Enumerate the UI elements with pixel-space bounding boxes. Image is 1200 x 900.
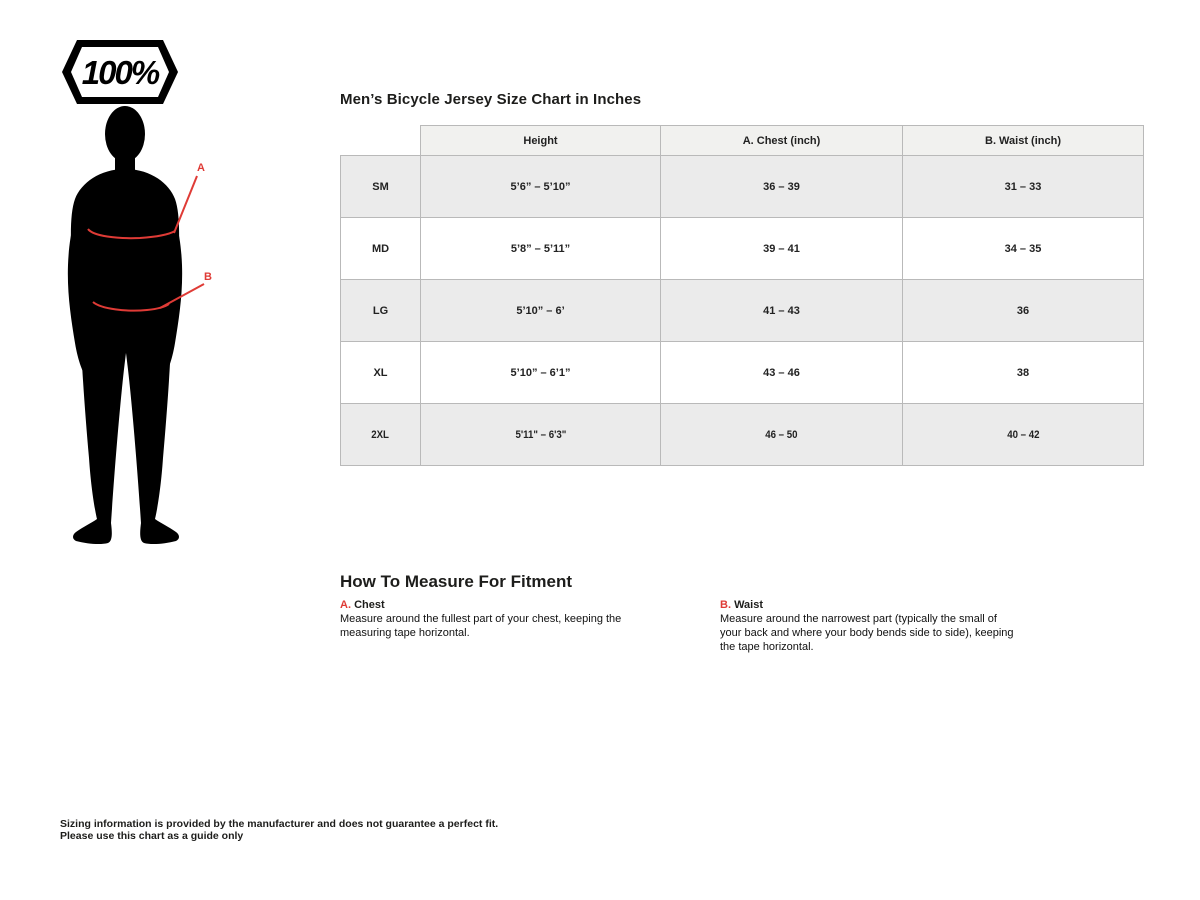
cell-waist: 38: [903, 342, 1144, 404]
measure-label-b: B: [204, 271, 212, 283]
cell-height: 5’10” – 6’1”: [421, 342, 661, 404]
cell-waist: 36: [903, 280, 1144, 342]
cell-size: XL: [341, 342, 421, 404]
cell-chest: 39 – 41: [661, 218, 903, 280]
col-header-chest: A. Chest (inch): [661, 126, 903, 156]
cell-height: 5'11" – 6'3": [421, 404, 661, 466]
header-row: [341, 126, 1144, 156]
cell-waist: 34 – 35: [903, 218, 1144, 280]
cell-size: MD: [341, 218, 421, 280]
cell-chest: 36 – 39: [661, 156, 903, 218]
brand-logo: [60, 38, 180, 106]
cell-waist: 31 – 33: [903, 156, 1144, 218]
cell-waist: 40 – 42: [903, 404, 1144, 466]
measure-item-label: [340, 598, 638, 612]
cell-height: 5’6” – 5’10”: [421, 156, 661, 218]
cell-size: LG: [341, 280, 421, 342]
disclaimer: [60, 818, 498, 842]
cell-chest: 43 – 46: [661, 342, 903, 404]
cell-chest: 41 – 43: [661, 280, 903, 342]
table-row-md: [341, 218, 1144, 280]
measure-item-letter: B.: [720, 599, 731, 611]
measure-label-a: A: [197, 162, 205, 174]
disclaimer-line-2: Please use this chart as a guide only: [60, 830, 244, 842]
page-title: Men’s Bicycle Jersey Size Chart in Inches: [340, 91, 642, 108]
measure-item-name: Chest: [354, 599, 385, 611]
col-header-waist: B. Waist (inch): [903, 126, 1144, 156]
cell-size: SM: [341, 156, 421, 218]
measure-item-label: [720, 598, 1018, 612]
table-row-lg: [341, 280, 1144, 342]
cell-chest: 46 – 50: [661, 404, 903, 466]
table-row-2xl: [341, 404, 1144, 466]
col-header-blank: [341, 126, 421, 156]
male-silhouette: [68, 106, 182, 544]
cell-size: 2XL: [341, 404, 421, 466]
logo-text: 100%: [81, 54, 159, 91]
table-row-xl: [341, 342, 1144, 404]
cell-height: 5’8” – 5’11”: [421, 218, 661, 280]
measure-item-letter: A.: [340, 599, 351, 611]
body-measurement-diagram: [55, 103, 225, 553]
measure-item-name: Waist: [734, 599, 763, 611]
cell-height: 5’10” – 6’: [421, 280, 661, 342]
measure-item-chest: [340, 598, 638, 640]
measure-item-text: Measure around the narrowest part (typically the small of your back and where your body bends side to side), keeping the tape horizontal.: [720, 613, 1014, 653]
size-chart-table-wrap: [340, 125, 1144, 466]
measure-item-text: Measure around the fullest part of your chest, keeping the measuring tape horizontal.: [340, 613, 622, 639]
col-header-height: Height: [421, 126, 661, 156]
size-chart-table: [340, 125, 1144, 466]
table-row-sm: [341, 156, 1144, 218]
disclaimer-line-1: Sizing information is provided by the manufacturer and does not guarantee a perfect fit.: [60, 818, 499, 830]
chest-pointer-line: [174, 176, 197, 233]
measure-item-waist: [720, 598, 1018, 654]
measure-heading: How To Measure For Fitment: [340, 572, 573, 591]
